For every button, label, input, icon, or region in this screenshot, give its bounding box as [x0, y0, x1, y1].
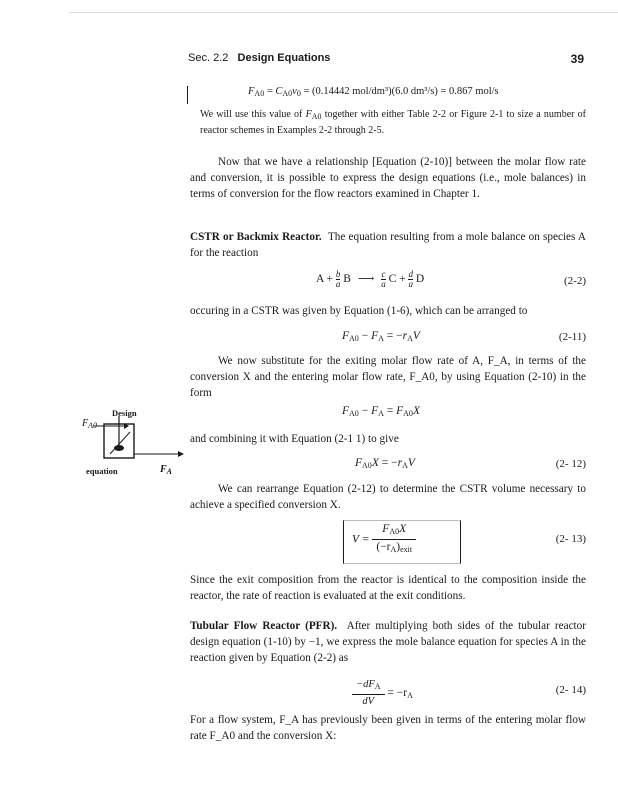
rearrange-paragraph: We can rearrange Equation (2-12) to determine the CSTR volume necessary to achieve a specified conversion X.: [190, 483, 586, 511]
reaction-equation: A + $\frac{b}{a}$ B ⟶ $\frac{c}{a}$ C + $\frac{d}{a}$ D: [316, 269, 425, 289]
running-header: [188, 52, 330, 64]
flow-system-paragraph: For a flow system, F_A has previously been given in terms of the entering molar flow rate F_A0 and the conversion X:: [190, 714, 586, 742]
cstr-paragraph: CSTR or Backmix Reactor. The equation resulting from a mole balance on species A for the reaction: [190, 231, 586, 259]
sidebar-fa-label: $F_A$: [160, 464, 173, 476]
equation-2-13: V = $\frac{F_{A0}X}{(-r_A)_{exit}}$: [352, 522, 416, 557]
equation-number-2-11: (2-11): [558, 331, 586, 343]
example-bracket: [187, 86, 188, 104]
equation-2-12: $F_{A0}X = -r_AV$: [355, 457, 415, 470]
cstr-heading: CSTR or Backmix Reactor.: [190, 231, 322, 243]
page-number: 39: [570, 52, 584, 66]
equation-number-2-14: (2- 14): [555, 684, 586, 696]
section-number: Sec. 2.2: [188, 52, 229, 64]
equation-number-2-12: (2- 12): [555, 458, 586, 470]
section-title: Design Equations: [237, 52, 331, 64]
cstr-occuring-text: occuring in a CSTR was given by Equation (1-6), which can be arranged to: [190, 305, 528, 317]
exit-paragraph: Since the exit composition from the reactor is identical to the composition inside the reactor, the rate of reaction is evaluated at the exit conditions.: [190, 574, 586, 602]
pfr-paragraph: Tubular Flow Reactor (PFR). After multiplying both sides of the tubular reactor design equation (1-10) by −1, we express the mole balance equation for species A in the reaction given by Equation (2-2) as: [190, 620, 586, 664]
equation-number-2-13: (2- 13): [555, 533, 586, 545]
equation-2-10: $F_{A0} - F_A = F_{A0}X$: [342, 405, 420, 418]
substitute-paragraph: We now substitute for the exiting molar flow rate of A, F_A, in terms of the conversion X and the entering molar flow rate, F_A0, by using Equation (2-10) in the form: [190, 355, 586, 399]
equation-2-11: $F_{A0} - F_A = -r_AV$: [342, 330, 420, 343]
example-note: We will use this value of $F_{A0}$ together with either Table 2-2 or Figure 2-1 to size a number of reactor schemes in Examples 2-2 through 2-5.: [200, 109, 586, 136]
example-equation: $F_{A0} = C_{A0}v_0 = (0.14442$ mol/dm³)(6.0 dm³/s) = 0.867 mol/s: [248, 86, 499, 98]
pfr-heading: Tubular Flow Reactor (PFR).: [190, 620, 338, 632]
cstr-sidebar-icon: [80, 408, 190, 486]
intro-paragraph: Now that we have a relationship [Equation (2-10)] between the molar flow rate and conversion, it is possible to express the design equations (i.e., mole balances) in terms of conversion for the flow reactors examined in Chapter 1.: [190, 156, 586, 200]
sidebar-design-label: Design: [112, 408, 137, 418]
sidebar-fa0-label: $F_{A0}$: [82, 418, 97, 430]
equation-2-14: $\frac{-dF_A}{dV}$ = $-r_A$: [352, 678, 413, 709]
equation-number-2-2: (2-2): [564, 275, 586, 287]
combining-text: and combining it with Equation (2-1 1) to give: [190, 433, 399, 445]
top-rule: [70, 12, 618, 13]
sidebar-equation-label: equation: [86, 466, 118, 476]
